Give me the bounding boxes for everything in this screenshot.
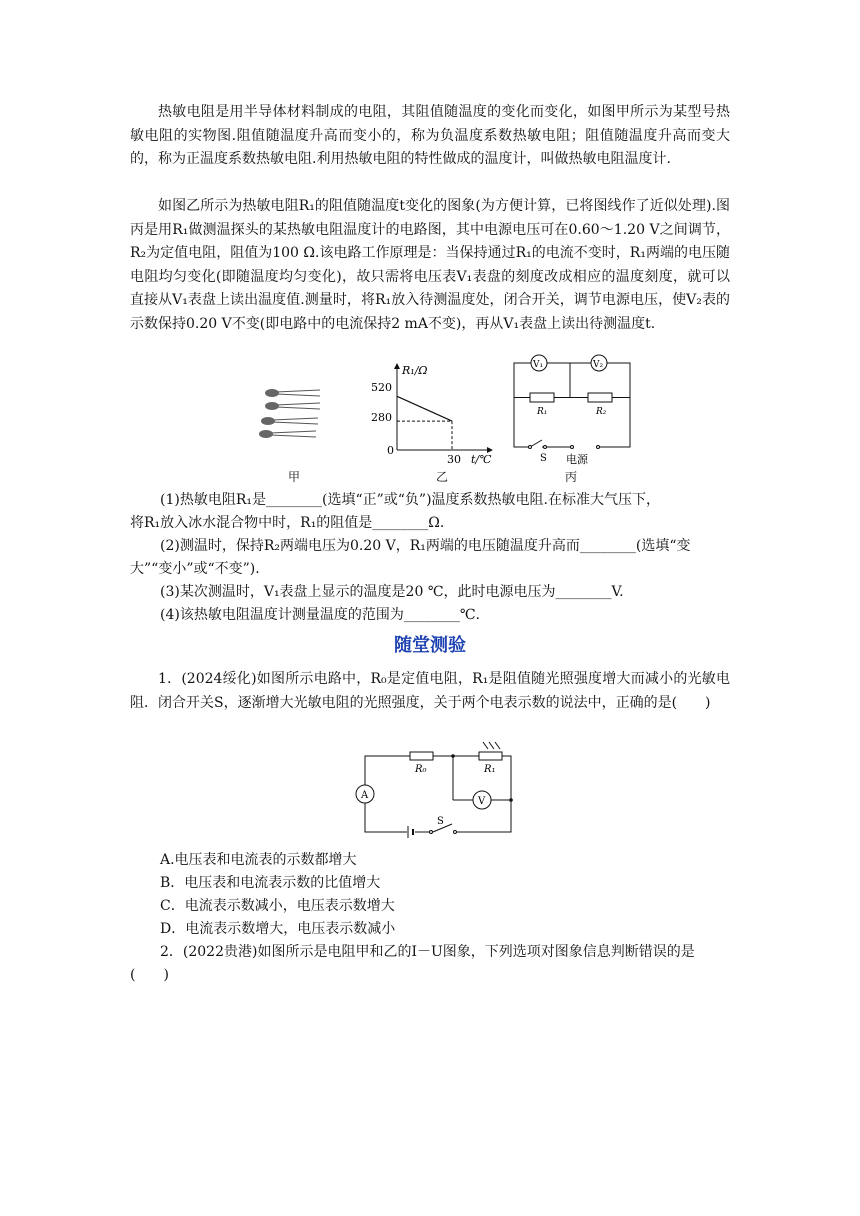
figure-jia-label: 甲 [288,470,301,484]
switch-label: S [540,453,547,464]
question-2b: 大”“变小”或“不变”). [130,561,260,577]
y-tick-280: 280 [371,411,392,424]
question-2a: (2)测温时，保持R₂两端电压为0.20 V，R₁两端的电压随温度升高而________(选填“变 [160,538,691,554]
thermistor-photo [258,384,328,444]
x-tick-30: 30 [447,453,461,466]
question-3: (3)某次测温时，V₁表盘上显示的温度是20 ℃，此时电源电压为________V. [160,584,624,600]
figure-bing-label: 丙 [565,470,578,484]
y-tick-520: 520 [371,381,392,394]
option-d: D．电流表示数增大，电压表示数减小 [160,921,396,937]
r1-label: R₁ [537,407,548,417]
thermometer-circuit [512,350,632,470]
v1-label: V₁ [533,360,544,370]
ammeter-label: A [361,790,369,801]
test-question-2: 2．(2022贵港)如图所示是电阻甲和乙的I－U图象，下列选项对图象信息判断错误的是 [160,944,695,960]
question-4: (4)该热敏电阻温度计测量温度的范围为________℃. [160,607,480,623]
option-b: B．电压表和电流表示数的比值增大 [160,875,381,891]
intro-paragraph-2: 如图乙所示为热敏电阻R₁的阻值随温度t变化的图象(为方便计算，已将图线作了近似处理).图丙是用R₁做测温探头的某热敏电阻温度计的电路图，其中电源电压可在0.60～1.20 V之间调节，R₂为定值电阻，阻值为100 Ω.该电路工作原理是：当保持通过R₁的电流不变时，R₁两端的电压随电阻均匀变化(即随温度均匀变化)，故只需将电压表V₁表盘的刻度改成相应的温度刻度，就可以直接从V₁表盘上读出温度值.测量时，将R₁放入待测温度处，闭合开关，调节电源电压，使V₂表的示数保持0.20 V不变(即电路中的电流保持2 mA不变)，再从V₁表盘上读出待测温度t. [130,198,730,332]
question-1a: (1)热敏电阻R₁是________(选填“正”或“负”)温度系数热敏电阻.在标准大气压下， [160,492,660,508]
x-axis-label: t/℃ [471,453,492,466]
figure-yi-label: 乙 [436,470,449,484]
v2-label: V₂ [593,360,604,370]
test-question-1: 1．(2024绥化)如图所示电路中，R₀是定值电阻，R₁是阻值随光照强度增大而减小的光敏电阻．闭合开关S，逐渐增大光敏电阻的光照强度，关于两个电表示数的说法中，正确的是( ) [130,671,730,711]
r1-label: R₁ [484,764,496,775]
power-source-label: 电源 [566,453,588,466]
photoresistor-circuit [355,738,520,838]
resistance-line [397,396,452,421]
intro-paragraph-1: 热敏电阻是用半导体材料制成的电阻，其阻值随温度的变化而变化，如图甲所示为某型号热敏电阻的实物图.阻值随温度升高而变小的，称为负温度系数热敏电阻；阻值随温度升高而变大的，称为正温度系数热敏电阻.利用热敏电阻的特性做成的温度计，叫做热敏电阻温度计. [130,104,730,168]
switch-label: S [437,816,444,827]
test-question-2-bracket: ( ) [130,967,169,983]
r2-label: R₂ [596,407,607,417]
origin-label: 0 [387,444,394,457]
voltmeter-label: V [478,796,486,807]
resistance-temperature-graph [360,358,500,468]
option-a: A.电压表和电流表的示数都增大 [160,852,357,868]
question-1b: 将R₁放入冰水混合物中时，R₁的阻值是________Ω. [130,515,445,531]
r0-label: R₀ [415,764,427,775]
section-title: 随堂测验 [394,635,466,656]
y-axis-label: R₁/Ω [402,364,428,377]
option-c: C．电流表示数减小，电压表示数增大 [160,898,395,914]
